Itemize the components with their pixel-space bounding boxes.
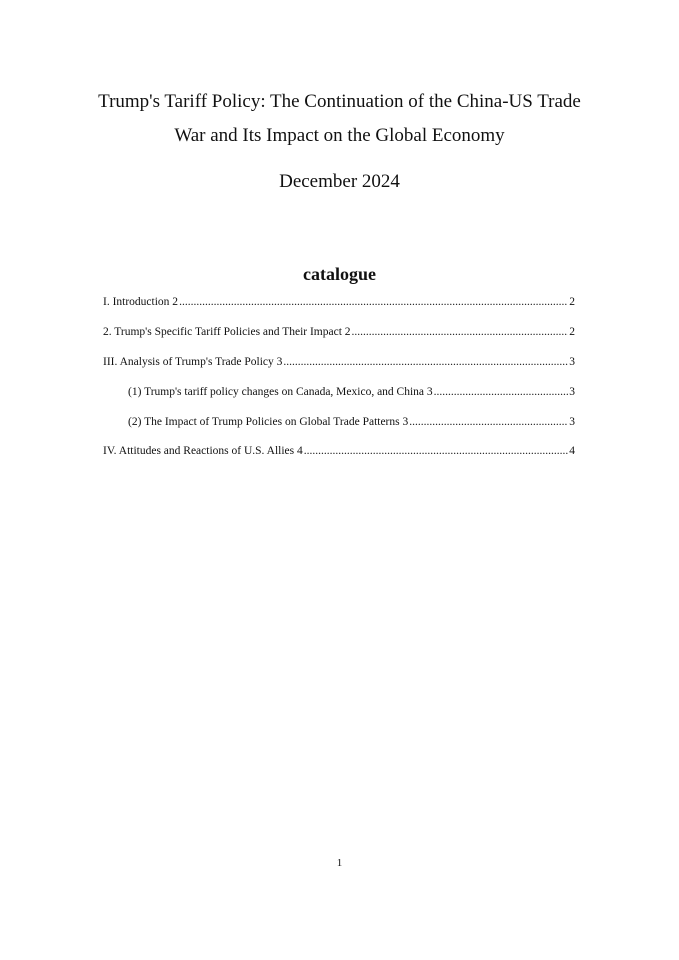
- toc-entry-text: 2. Trump's Specific Tariff Policies and Their Impact 2: [103, 326, 351, 338]
- document-date: December 2024: [279, 171, 400, 192]
- toc-dot-leader: [304, 443, 568, 459]
- toc-dot-leader: [283, 354, 568, 370]
- toc-entry-text: IV. Attitudes and Reactions of U.S. Allies 4: [103, 445, 303, 457]
- toc-entry-introduction[interactable]: [103, 294, 575, 310]
- toc-entry-text: III. Analysis of Trump's Trade Policy 3: [103, 356, 283, 368]
- toc-entry-text: I. Introduction 2: [103, 296, 179, 308]
- toc-entry-page: 2: [569, 296, 575, 308]
- toc-entry-us-allies-reactions[interactable]: [103, 443, 575, 459]
- page-number: 1: [336, 857, 343, 869]
- toc-entry-tariff-changes-canada-mexico-china[interactable]: [128, 384, 575, 400]
- toc-dot-leader: [409, 414, 568, 430]
- toc-entry-text: (1) Trump's tariff policy changes on Canada, Mexico, and China 3: [128, 386, 433, 398]
- toc-dot-leader: [179, 294, 568, 310]
- toc-dot-leader: [434, 384, 569, 400]
- toc-entry-specific-tariff-policies[interactable]: [103, 324, 575, 340]
- toc-dot-leader: [352, 324, 569, 340]
- toc-entry-page: 3: [569, 386, 575, 398]
- toc-entry-global-trade-patterns[interactable]: [128, 414, 575, 430]
- toc-entry-page: 3: [569, 416, 575, 428]
- toc-entry-text: (2) The Impact of Trump Policies on Global Trade Patterns 3: [128, 416, 409, 428]
- toc-entry-page: 2: [569, 326, 575, 338]
- toc-heading: catalogue: [303, 264, 376, 284]
- toc-entry-page: 3: [569, 356, 575, 368]
- toc-entry-page: 4: [569, 445, 575, 457]
- document-title-line-1: Trump's Tariff Policy: The Continuation of the China-US Trade: [98, 91, 581, 112]
- toc-entry-trade-policy-analysis[interactable]: [103, 354, 575, 370]
- document-title-line-2: War and Its Impact on the Global Economy: [174, 125, 505, 146]
